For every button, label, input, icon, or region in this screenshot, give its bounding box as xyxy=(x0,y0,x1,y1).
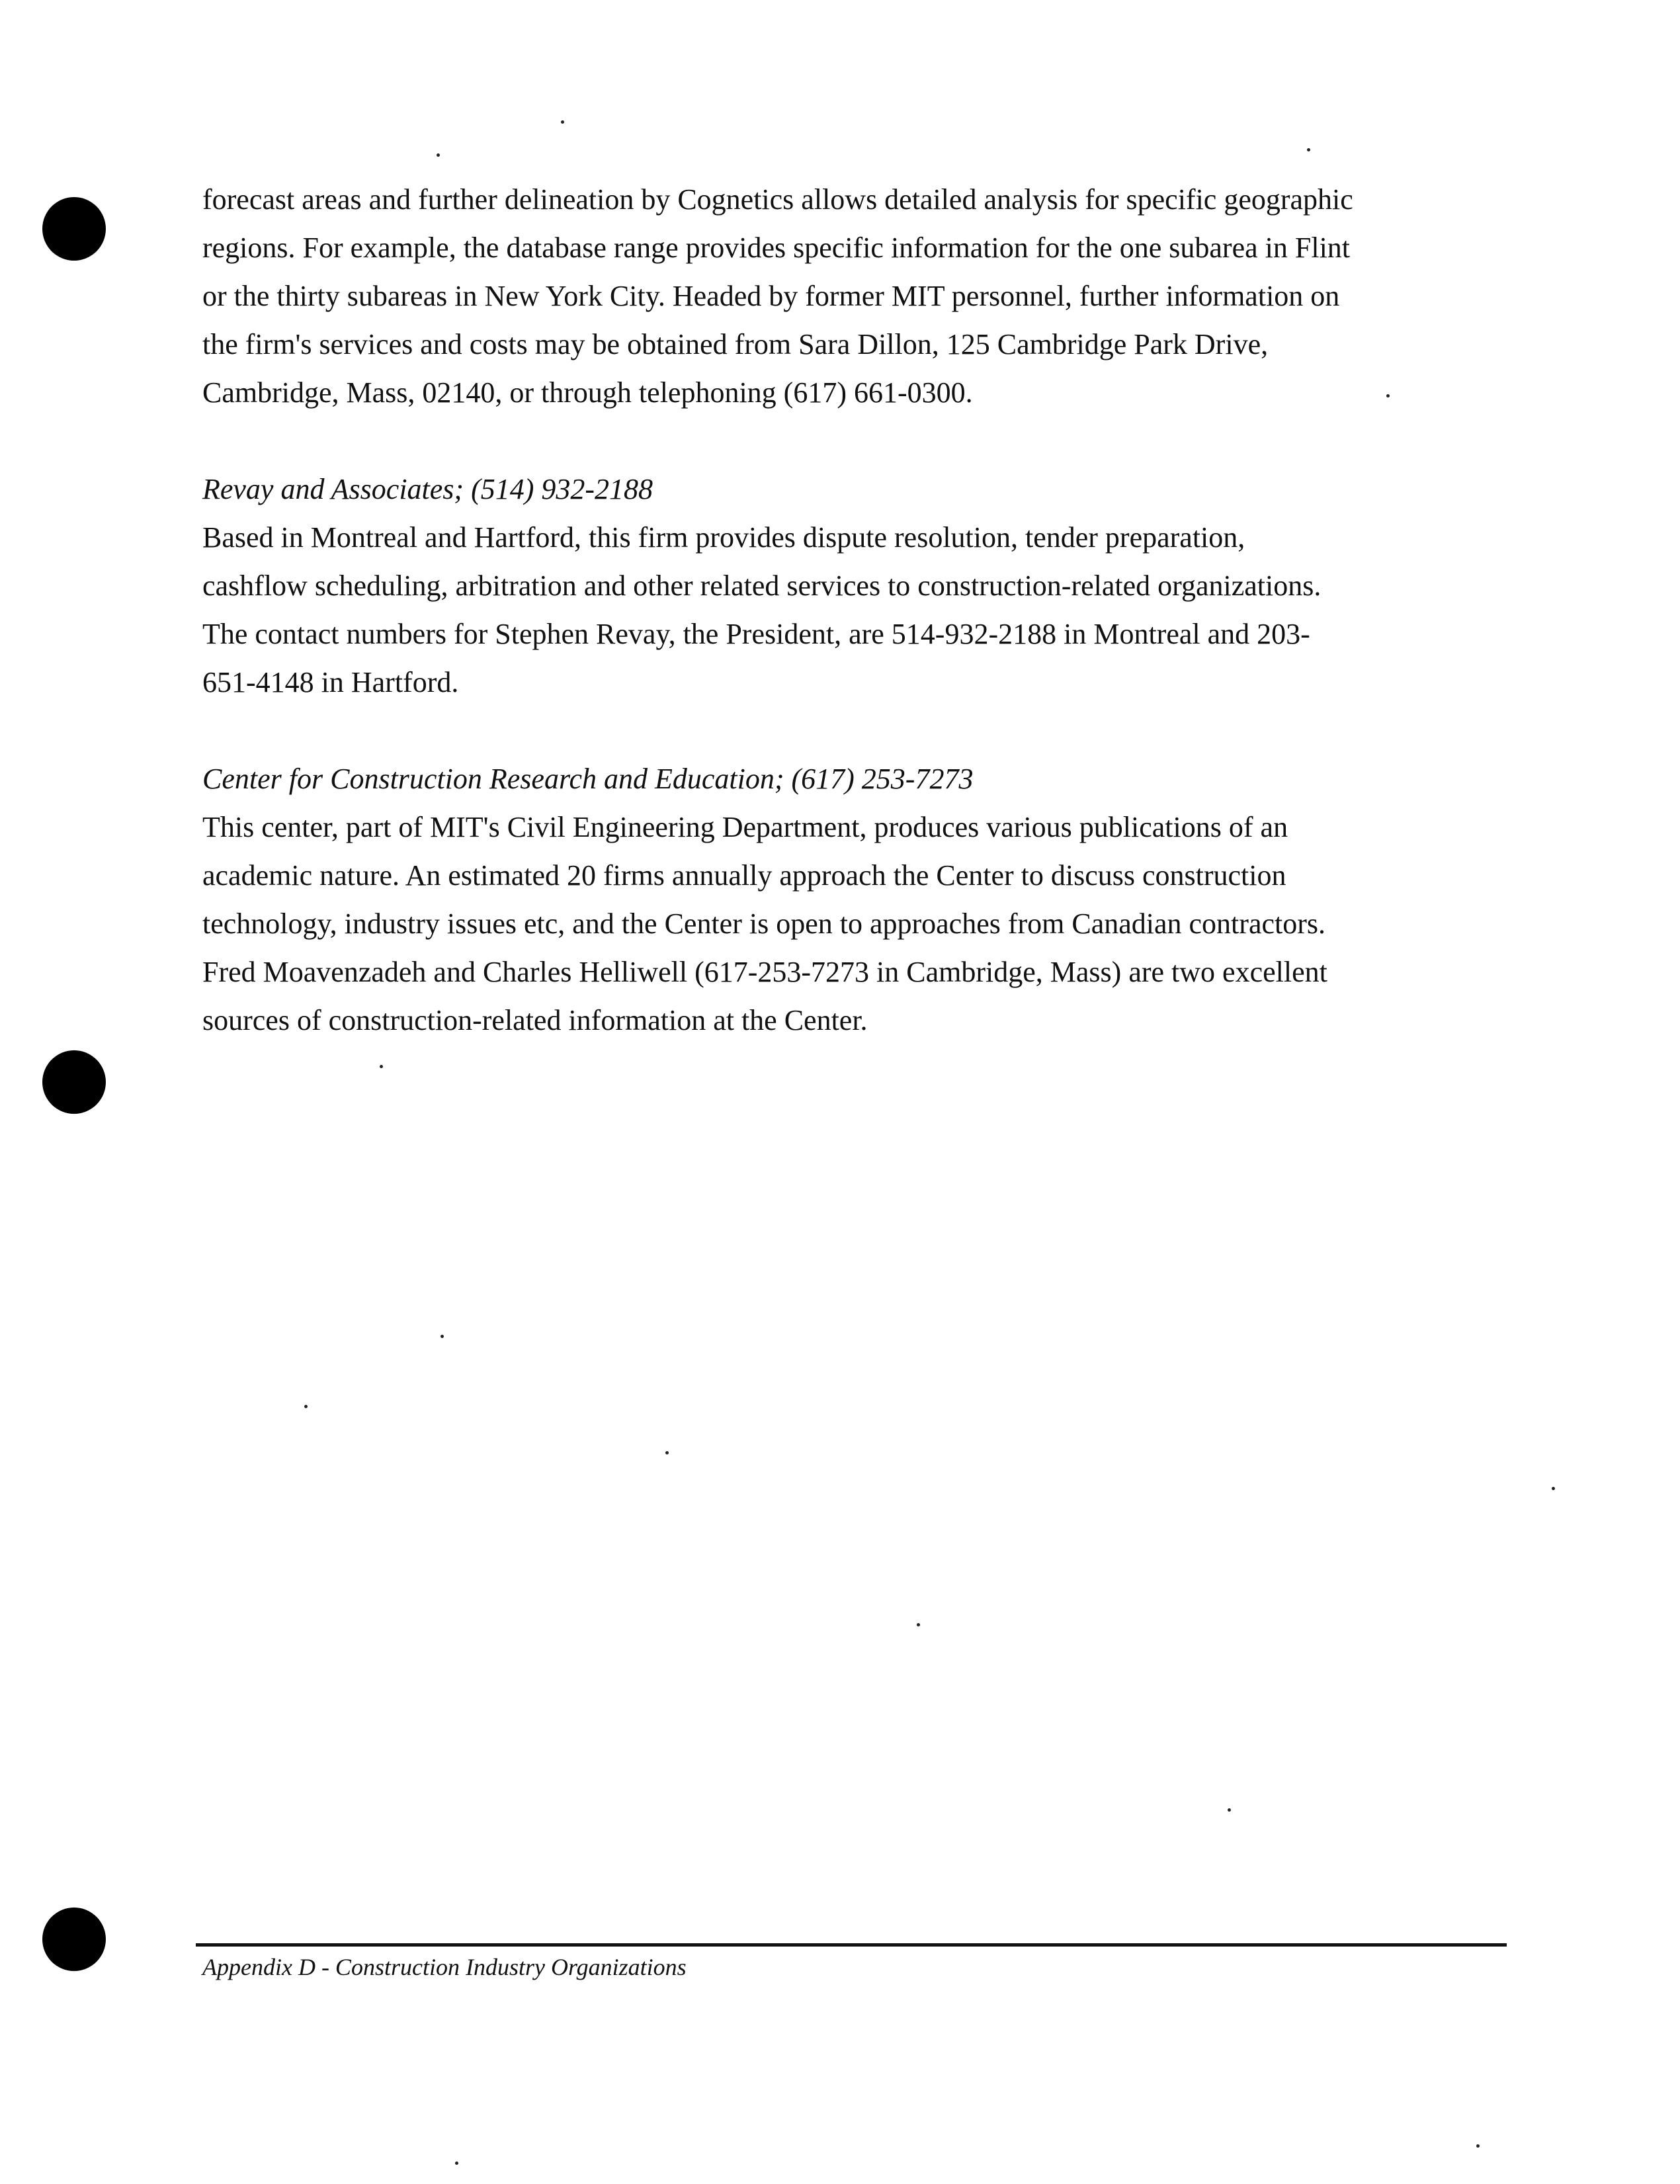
punch-hole-top xyxy=(42,197,106,261)
intro-paragraph: forecast areas and further delineation by Cognetics allows detailed analysis for specific geographic regions. For example, the database range provides specific information for the one subarea in Flint or the thirty subareas in New York City. Headed by former MIT personnel, further information on the firm's services and costs may be obtained from Sara Dillon, 125 Cambridge Park Drive, Cambridge, Mass, 02140, or through telephoning (617) 661-0300. xyxy=(202,183,1353,409)
section-heading: Center for Construction Research and Education; (617) 253-7273 xyxy=(202,763,974,795)
footer-rule xyxy=(196,1943,1507,1947)
scan-speck xyxy=(1476,2144,1480,2148)
punch-hole-bottom xyxy=(42,1908,106,1971)
scan-speck xyxy=(665,1451,669,1454)
scan-speck xyxy=(1552,1487,1555,1490)
punch-hole-middle xyxy=(42,1050,106,1114)
scan-speck xyxy=(1307,148,1310,151)
page-body xyxy=(202,175,1525,1044)
section-paragraph: This center, part of MIT's Civil Engineering Department, produces various publications of an academic nature. An estimated 20 firms annually approach the Center to discuss construction technology, industry issues etc, and the Center is open to approaches from Canadian contractors. Fred Moavenzadeh and Charles Helliwell (617-253-7273 in Cambridge, Mass) are two excellent sources of construction-related information at the Center. xyxy=(202,811,1327,1036)
footer-caption: Appendix D - Construction Industry Organizations xyxy=(202,1954,687,1980)
section-paragraph: Based in Montreal and Hartford, this firm provides dispute resolution, tender preparation, cashflow scheduling, arbitration and other related services to construction-related organizations. The contact numbers for Stephen Revay, the President, are 514-932-2188 in Montreal and 203- 651-4148 in Hartford. xyxy=(202,521,1322,698)
scan-speck xyxy=(455,2162,458,2165)
scan-speck xyxy=(917,1623,920,1626)
scan-speck xyxy=(437,153,440,157)
scan-speck xyxy=(561,120,564,124)
section-revay xyxy=(202,465,1525,706)
section-heading: Revay and Associates; (514) 932-2188 xyxy=(202,473,653,505)
scan-speck xyxy=(441,1335,444,1338)
scan-speck xyxy=(304,1405,308,1408)
section-cc-research xyxy=(202,755,1525,1044)
scan-speck xyxy=(380,1065,383,1068)
scan-speck xyxy=(1228,1808,1231,1812)
